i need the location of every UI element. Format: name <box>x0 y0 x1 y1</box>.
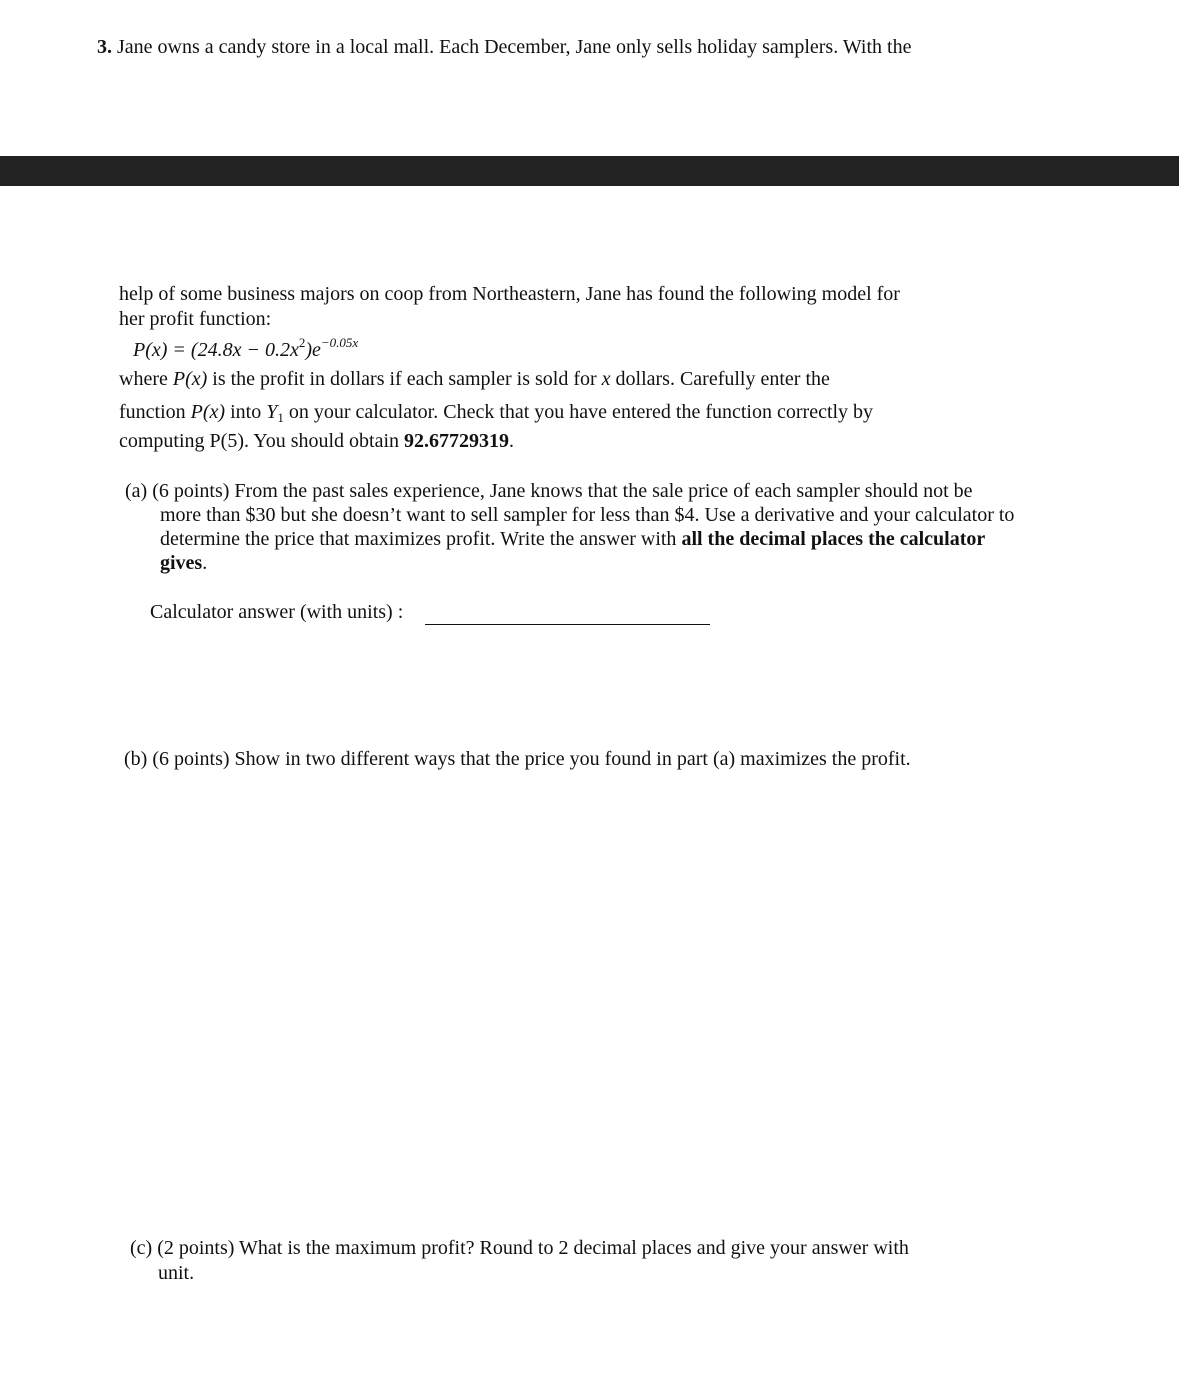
where-px: P(x) <box>172 368 208 390</box>
where-x: x <box>601 368 611 390</box>
part-a-line-3-text: determine the price that maximizes profit. Write the answer with <box>160 528 682 550</box>
profit-formula <box>133 335 359 362</box>
where-text-1: where <box>119 368 173 390</box>
check-text-1: computing P(5). You should obtain <box>119 430 405 452</box>
check-text-2: . <box>509 430 515 452</box>
formula-lhs: P(x) = (24.8x − 0.2x <box>133 339 299 361</box>
part-a-line-4 <box>160 551 207 575</box>
answer-label: Calculator answer (with units) : <box>150 601 404 623</box>
function-text-3: on your calculator. Check that you have entered the function correctly by <box>283 401 874 423</box>
function-y-subscript: 1 <box>277 410 284 425</box>
check-line <box>119 429 514 453</box>
problem-intro-line-3: her profit function: <box>119 308 272 330</box>
part-a-line-4-bold: gives <box>160 552 203 574</box>
problem-intro-line-2: help of some business majors on coop from Northeastern, Jane has found the following model for <box>119 283 900 305</box>
problem-intro-line-1 <box>97 35 911 59</box>
formula-square: 2 <box>298 335 306 350</box>
part-b-line-1: (b) (6 points) Show in two different ways that the price you found in part (a) maximizes the profit. <box>124 748 911 770</box>
where-text-2: is the profit in dollars if each sampler is sold for <box>207 368 602 390</box>
part-a-line-3-bold: all the decimal places the calculator <box>681 528 986 550</box>
formula-rhs: )e <box>305 339 321 361</box>
redaction-band <box>0 156 1179 186</box>
where-text-3: dollars. Carefully enter the <box>610 368 830 390</box>
function-px: P(x) <box>190 401 226 423</box>
problem-intro-text-1: Jane owns a candy store in a local mall. Each December, Jane only sells holiday samplers. With the <box>112 36 912 58</box>
check-value: 92.67729319 <box>404 430 510 452</box>
where-line <box>119 367 830 391</box>
formula-exponent: −0.05x <box>320 335 359 350</box>
part-a-line-1: (a) (6 points) From the past sales experience, Jane knows that the sale price of each sampler should not be <box>125 480 973 502</box>
part-c-line-2: unit. <box>158 1262 195 1284</box>
function-line <box>119 400 873 424</box>
problem-number: 3. <box>97 36 112 58</box>
answer-blank-line[interactable] <box>425 624 710 625</box>
function-text-1: function <box>119 401 191 423</box>
function-text-2: into <box>225 401 267 423</box>
part-c-line-1: (c) (2 points) What is the maximum profit? Round to 2 decimal places and give your answer with <box>130 1237 909 1259</box>
part-a-line-3 <box>160 527 985 551</box>
function-y: Y <box>266 401 278 423</box>
part-a-line-4-end: . <box>202 552 208 574</box>
part-a-line-2: more than $30 but she doesn’t want to sell sampler for less than $4. Use a derivative and your calculator to <box>160 504 1015 526</box>
